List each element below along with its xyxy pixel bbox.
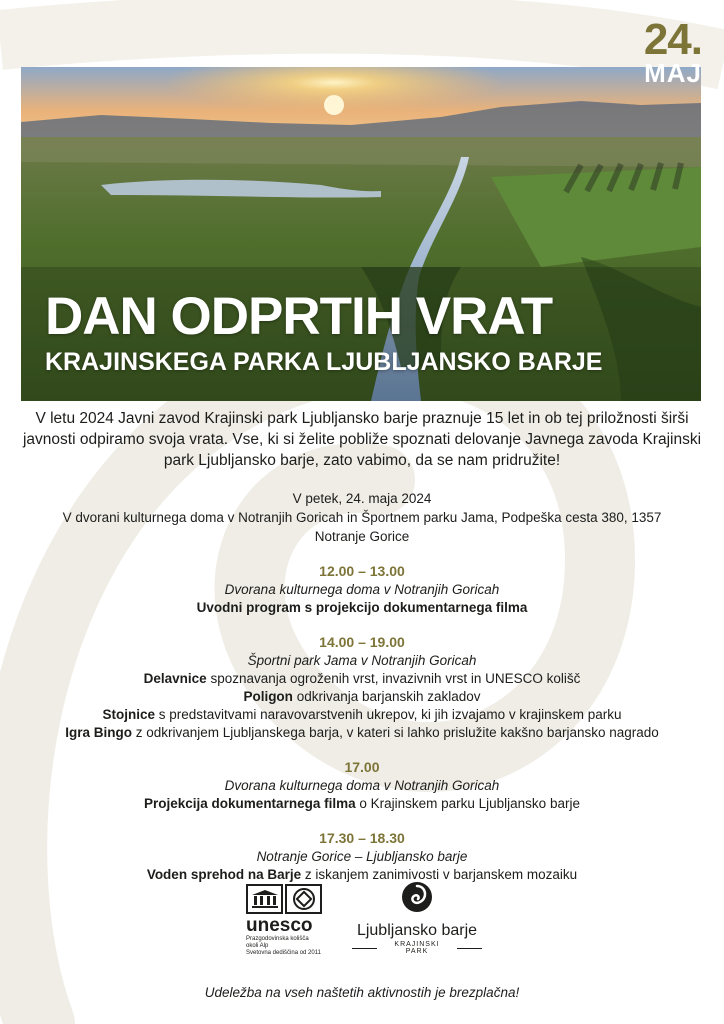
slot-time: 17.00 [344,759,380,775]
unesco-caption-line: Prazgodovinska kolišča [246,936,309,942]
date-badge [643,15,702,88]
page-subtitle: KRAJINSKEGA PARKA LJUBLJANSKO BARJE [45,348,603,376]
slot-place: Dvorana kulturnega doma v Notranjih Goricah [224,778,500,793]
slot-item: Poligon odkrivanja barjanskih zakladov [243,689,481,704]
event-location: V dvorani kulturnega doma v Notranjih Goricah in Športnem parku Jama, Podpeška cesta 380, 1357 Notranje Gorice [62,510,662,544]
barje-name: Ljubljansko barje [356,922,478,939]
intro-paragraph: V letu 2024 Javni zavod Krajinski park Ljubljansko barje praznuje 15 let in ob tej priložnosti širši javnosti odpiramo svoja vrata. Vse, ki si želite pobliže spoznati delovanje Javnega zavoda Krajinski park Ljubljansko barje, zato vabimo, da se nam pridružite! [22,410,702,469]
content [0,408,724,884]
barje-logo [352,880,482,955]
slot-item: Uvodni program s projekcijo dokumentarnega filma [196,600,528,615]
hero-photo [21,67,701,401]
slot-place: Športni park Jama v Notranjih Goricah [247,653,477,668]
slot-item: Projekcija dokumentarnega filma o Krajinskem parku Ljubljansko barje [144,796,580,811]
program-slot [0,633,724,742]
logos [0,880,724,970]
slot-item: Voden sprehod na Barje z iskanjem zanimivosti v barjanskem mozaiku [146,867,578,882]
date-month: MAJ [644,58,702,88]
slot-item: Delavnice spoznavanja ogroženih vrst, invazivnih vrst in UNESCO kolišč [143,671,581,686]
slot-time: 14.00 – 19.00 [319,634,405,650]
slot-place: Notranje Gorice – Ljubljansko barje [256,849,468,864]
footer-note: Udeležba na vseh naštetih aktivnostih je brezplačna! [204,985,520,1000]
slot-time: 17.30 – 18.30 [319,830,405,846]
world-heritage-icon [285,884,322,914]
slot-place: Dvorana kulturnega doma v Notranjih Goricah [224,582,500,597]
unesco-wordmark: unesco [246,915,313,936]
barje-park-label: KRAJINSKI PARK [352,941,482,955]
unesco-caption-line: okoli Alp [246,943,269,949]
temple-icon [246,884,283,914]
program-slot [0,562,724,617]
program-slot [0,758,724,813]
program-slot [0,829,724,884]
slot-time: 12.00 – 13.00 [319,563,405,579]
unesco-caption-line: Svetovna dediščina od 2011 [246,950,321,956]
swirl-icon [400,880,434,914]
unesco-logo [246,884,336,957]
slot-item: Stojnice s predstavitvami naravovarstvenih ukrepov, ki jih izvajamo v krajinskem parku [102,707,622,722]
slot-item: Igra Bingo z odkrivanjem Ljubljanskega barja, v kateri si lahko prislužite kakšno barjansko nagrado [65,725,659,740]
event-date: V petek, 24. maja 2024 [292,491,432,506]
page-title: DAN ODPRTIH VRAT [45,287,553,346]
date-day: 24. [643,15,702,64]
